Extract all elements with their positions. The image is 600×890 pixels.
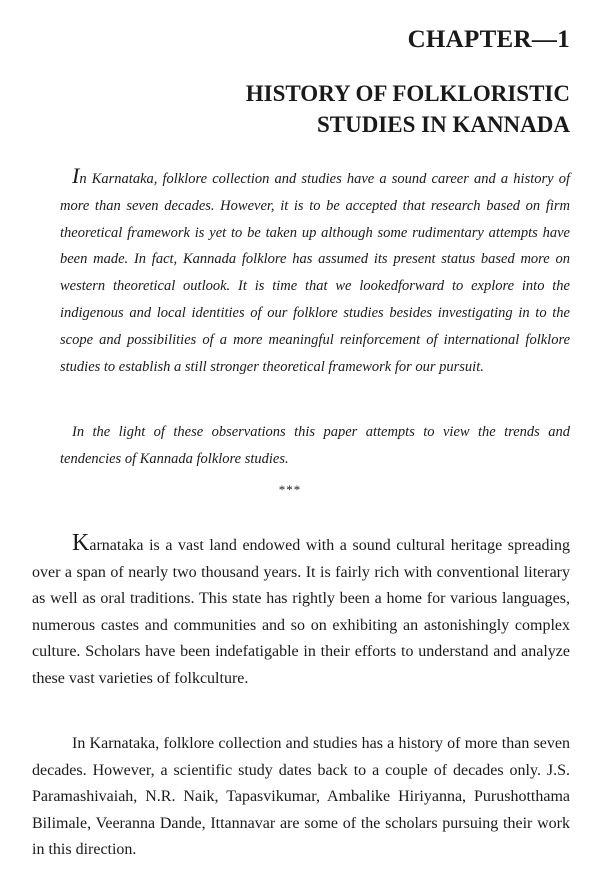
abstract-initial-letter: I <box>72 163 80 188</box>
body-initial-letter: K <box>72 530 90 556</box>
body-paragraph-1 <box>32 530 570 693</box>
chapter-label: CHAPTER—1 <box>407 26 570 53</box>
abstract-paragraph-1-text: n Karnataka, folklore collection and studies have a sound career and a history of more than seven decades. However, it is to be accepted that research based on firm theoretical framework is yet to be taken up although some rudimentary attempts have been made. In fact, Kannada folklore has assumed its present status based more on western theoretical outlook. It is time that we lookedforward to explore into the indigenous and local identities of our folklore studies besides investigating in to the scope and possibilities of a more meaningful reinforcement of international folklore studies to establish a still stronger theoretical framework for our pursuit. <box>60 171 570 375</box>
chapter-title <box>246 78 570 140</box>
abstract-paragraph-2: In the light of these observations this paper attempts to view the trends and tendencies of Kannada folklore studies. <box>60 424 570 467</box>
section-separator: *** <box>278 482 302 497</box>
abstract-paragraph-1 <box>60 163 570 380</box>
body-paragraph-2: In Karnataka, folklore collection and studies has a history of more than seven decades. However, a scientific study dates back to a couple of decades only. J.S. Paramashivaiah, N.R. Naik, Tapasvikumar, Ambalike Hiriyanna, Purushotthama Bilimale, Veeranna Dande, Ittannavar are some of the scholars pursuing their work in this direction. <box>32 735 570 859</box>
chapter-title-line-1: HISTORY OF FOLKLORISTIC <box>245 81 570 106</box>
chapter-title-line-2: STUDIES IN KANNADA <box>316 112 570 137</box>
body-paragraph-1-text: arnataka is a vast land endowed with a sound cultural heritage spreading over a span of nearly two thousand years. It is fairly rich with conventional literary as well as oral traditions. This state has rightly been a home for various languages, numerous castes and communities and so on exhibiting an astonishingly complex culture. Scholars have been indefatigable in their efforts to understand and analyze these vast varieties of folkculture. <box>32 537 570 687</box>
